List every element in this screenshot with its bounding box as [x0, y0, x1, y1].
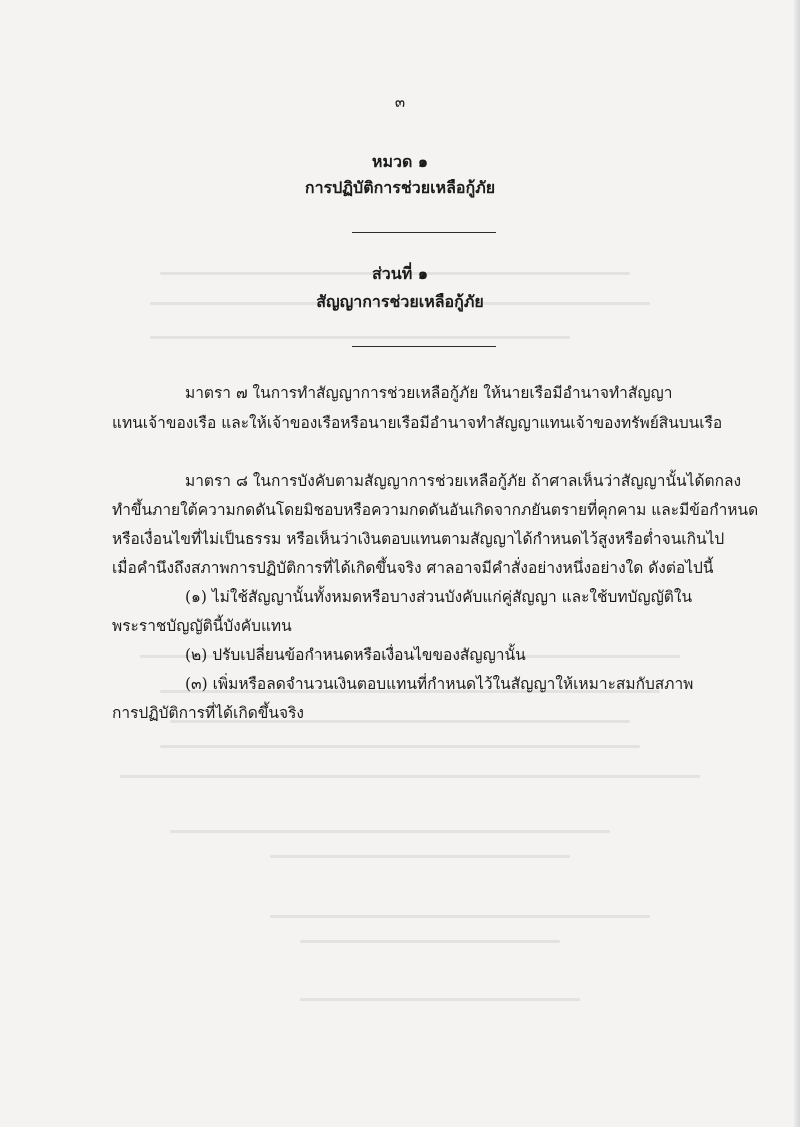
part-title: สัญญาการช่วยเหลือกู้ภัย: [316, 292, 484, 311]
item-1-line-1: (๑) ไม่ใช้สัญญานั้นทั้งหมดหรือบางส่วนบังคับแก่คู่สัญญา และใช้บทบัญญัติใน: [185, 588, 693, 606]
chapter-label: หมวด ๑: [371, 152, 429, 171]
item-1-line-2: พระราชบัญญัตินี้บังคับแทน: [112, 617, 292, 635]
chapter-title: การปฏิบัติการช่วยเหลือกู้ภัย: [304, 178, 496, 197]
section-7-line-2: แทนเจ้าของเรือ และให้เจ้าของเรือหรือนายเรือมีอำนาจทำสัญญาแทนเจ้าของทรัพย์สินบนเรือ: [112, 414, 723, 432]
section-8-line-4: เมื่อคำนึงถึงสภาพการปฏิบัติการที่ได้เกิดขึ้นจริง ศาลอาจมีคำสั่งอย่างหนึ่งอย่างใด ดังต่อไปนี้: [112, 559, 714, 577]
section-8-line-3: หรือเงื่อนไขที่ไม่เป็นธรรม หรือเห็นว่าเงินตอบแทนตามสัญญาได้กำหนดไว้สูงหรือต่ำจนเกินไป: [112, 530, 725, 548]
page-number: ๓: [394, 93, 406, 111]
part-label: ส่วนที่ ๑: [372, 264, 428, 283]
item-3-line-1: (๓) เพิ่มหรือลดจำนวนเงินตอบแทนที่กำหนดไว้ในสัญญาให้เหมาะสมกับสภาพ: [185, 675, 694, 693]
section-8-line-2: ทำขึ้นภายใต้ความกดดันโดยมิชอบหรือความกดดันอันเกิดจากภยันตรายที่คุกคาม และมีข้อกำหนด: [112, 501, 759, 519]
item-3-line-2: การปฏิบัติการที่ได้เกิดขึ้นจริง: [112, 704, 304, 722]
section-8-line-1: มาตรา ๘ ในการบังคับตามสัญญาการช่วยเหลือกู้ภัย ถ้าศาลเห็นว่าสัญญานั้นได้ตกลง: [185, 472, 742, 490]
chapter-divider: [352, 232, 496, 233]
part-divider: [352, 346, 496, 347]
item-2-line-1: (๒) ปรับเปลี่ยนข้อกำหนดหรือเงื่อนไขของสัญญานั้น: [185, 646, 526, 664]
section-7-line-1: มาตรา ๗ ในการทำสัญญาการช่วยเหลือกู้ภัย ให้นายเรือมีอำนาจทำสัญญา: [185, 384, 673, 402]
